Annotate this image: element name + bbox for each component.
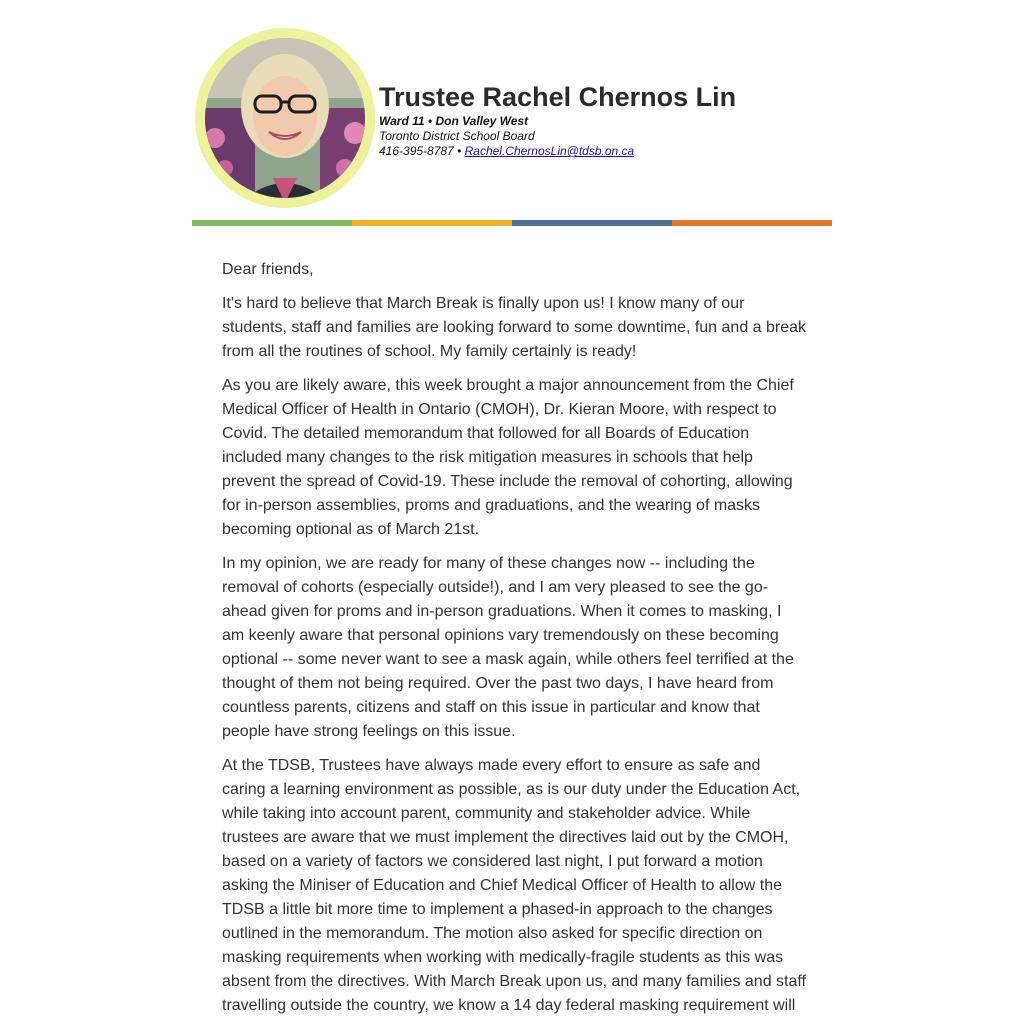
- stripe-green: [192, 220, 352, 226]
- ward-label: Ward 11 • Don Valley West: [379, 114, 529, 128]
- stripe-blue: [512, 220, 672, 226]
- trustee-portrait: [195, 28, 375, 208]
- paragraph: In my opinion, we are ready for many of these changes now -- including the removal of cohorts (especially outside!), and I am very pleased to see the go-ahead given for proms and in-person graduations. When it comes to masking, I am keenly aware that personal opinions vary tremendously on these becoming optional -- some never want to see a mask again, while others feel terrified at the thought of them not being required. Over the past two days, I have heard from countless parents, citizens and staff on this issue in particular and know that people have strong feelings on this issue.: [222, 555, 794, 740]
- paragraph: As you are likely aware, this week brought a major announcement from the Chief Medical Officer of Health in Ontario (CMOH), Dr. Kieran Moore, with respect to Covid. The detailed memorandum that followed for all Boards of Education included many changes to the risk mitigation measures in schools that help prevent the spread of Covid-19. These include the removal of cohorting, allowing for in-person assemblies, proms and graduations, and the wearing of masks becoming optional as of March 21st.: [222, 377, 794, 538]
- paragraph: At the TDSB, Trustees have always made every effort to ensure as safe and caring a learning environment as possible, as is our duty under the Education Act, while taking into account parent, community and stakeholder advice. While trustees are aware that we must implement the directives laid out by the CMOH, based on a variety of factors we considered last night, I put forward a motion asking the Miniser of Education and Chief Medical Officer of Health to allow the TDSB a little bit more time to implement a phased-in approach to the changes outlined in the memorandum. The motion also asked for specific direction on masking requirements when working with medically-fragile students as this was absent from the directives. With March Break upon us, and many families and staff travelling outside the country, we know a 14 day federal masking requirement will: [222, 757, 806, 1014]
- stripe-orange: [672, 220, 832, 226]
- letter-body: [222, 258, 807, 1028]
- trustee-portrait-image: [195, 28, 375, 208]
- trustee-name: Trustee Rachel Chernos Lin: [379, 82, 737, 112]
- paragraph: It's hard to believe that March Break is finally upon us! I know many of our students, staff and families are looking forward to some downtime, fun and a break from all the routines of school. My family certainly is ready!: [222, 295, 807, 360]
- newsletter-header: [192, 0, 832, 220]
- stripe-yellow: [352, 220, 512, 226]
- school-board-label: Toronto District School Board: [379, 129, 535, 143]
- newsletter: [192, 0, 832, 1014]
- trustee-identity: [379, 80, 736, 159]
- phone-number: 416-395-8787 •: [379, 144, 465, 158]
- color-stripe: [192, 220, 832, 226]
- greeting: Dear friends,: [222, 261, 314, 278]
- email-link[interactable]: Rachel.ChernosLin@tdsb.on.ca: [464, 144, 635, 158]
- contact-line: [379, 144, 736, 159]
